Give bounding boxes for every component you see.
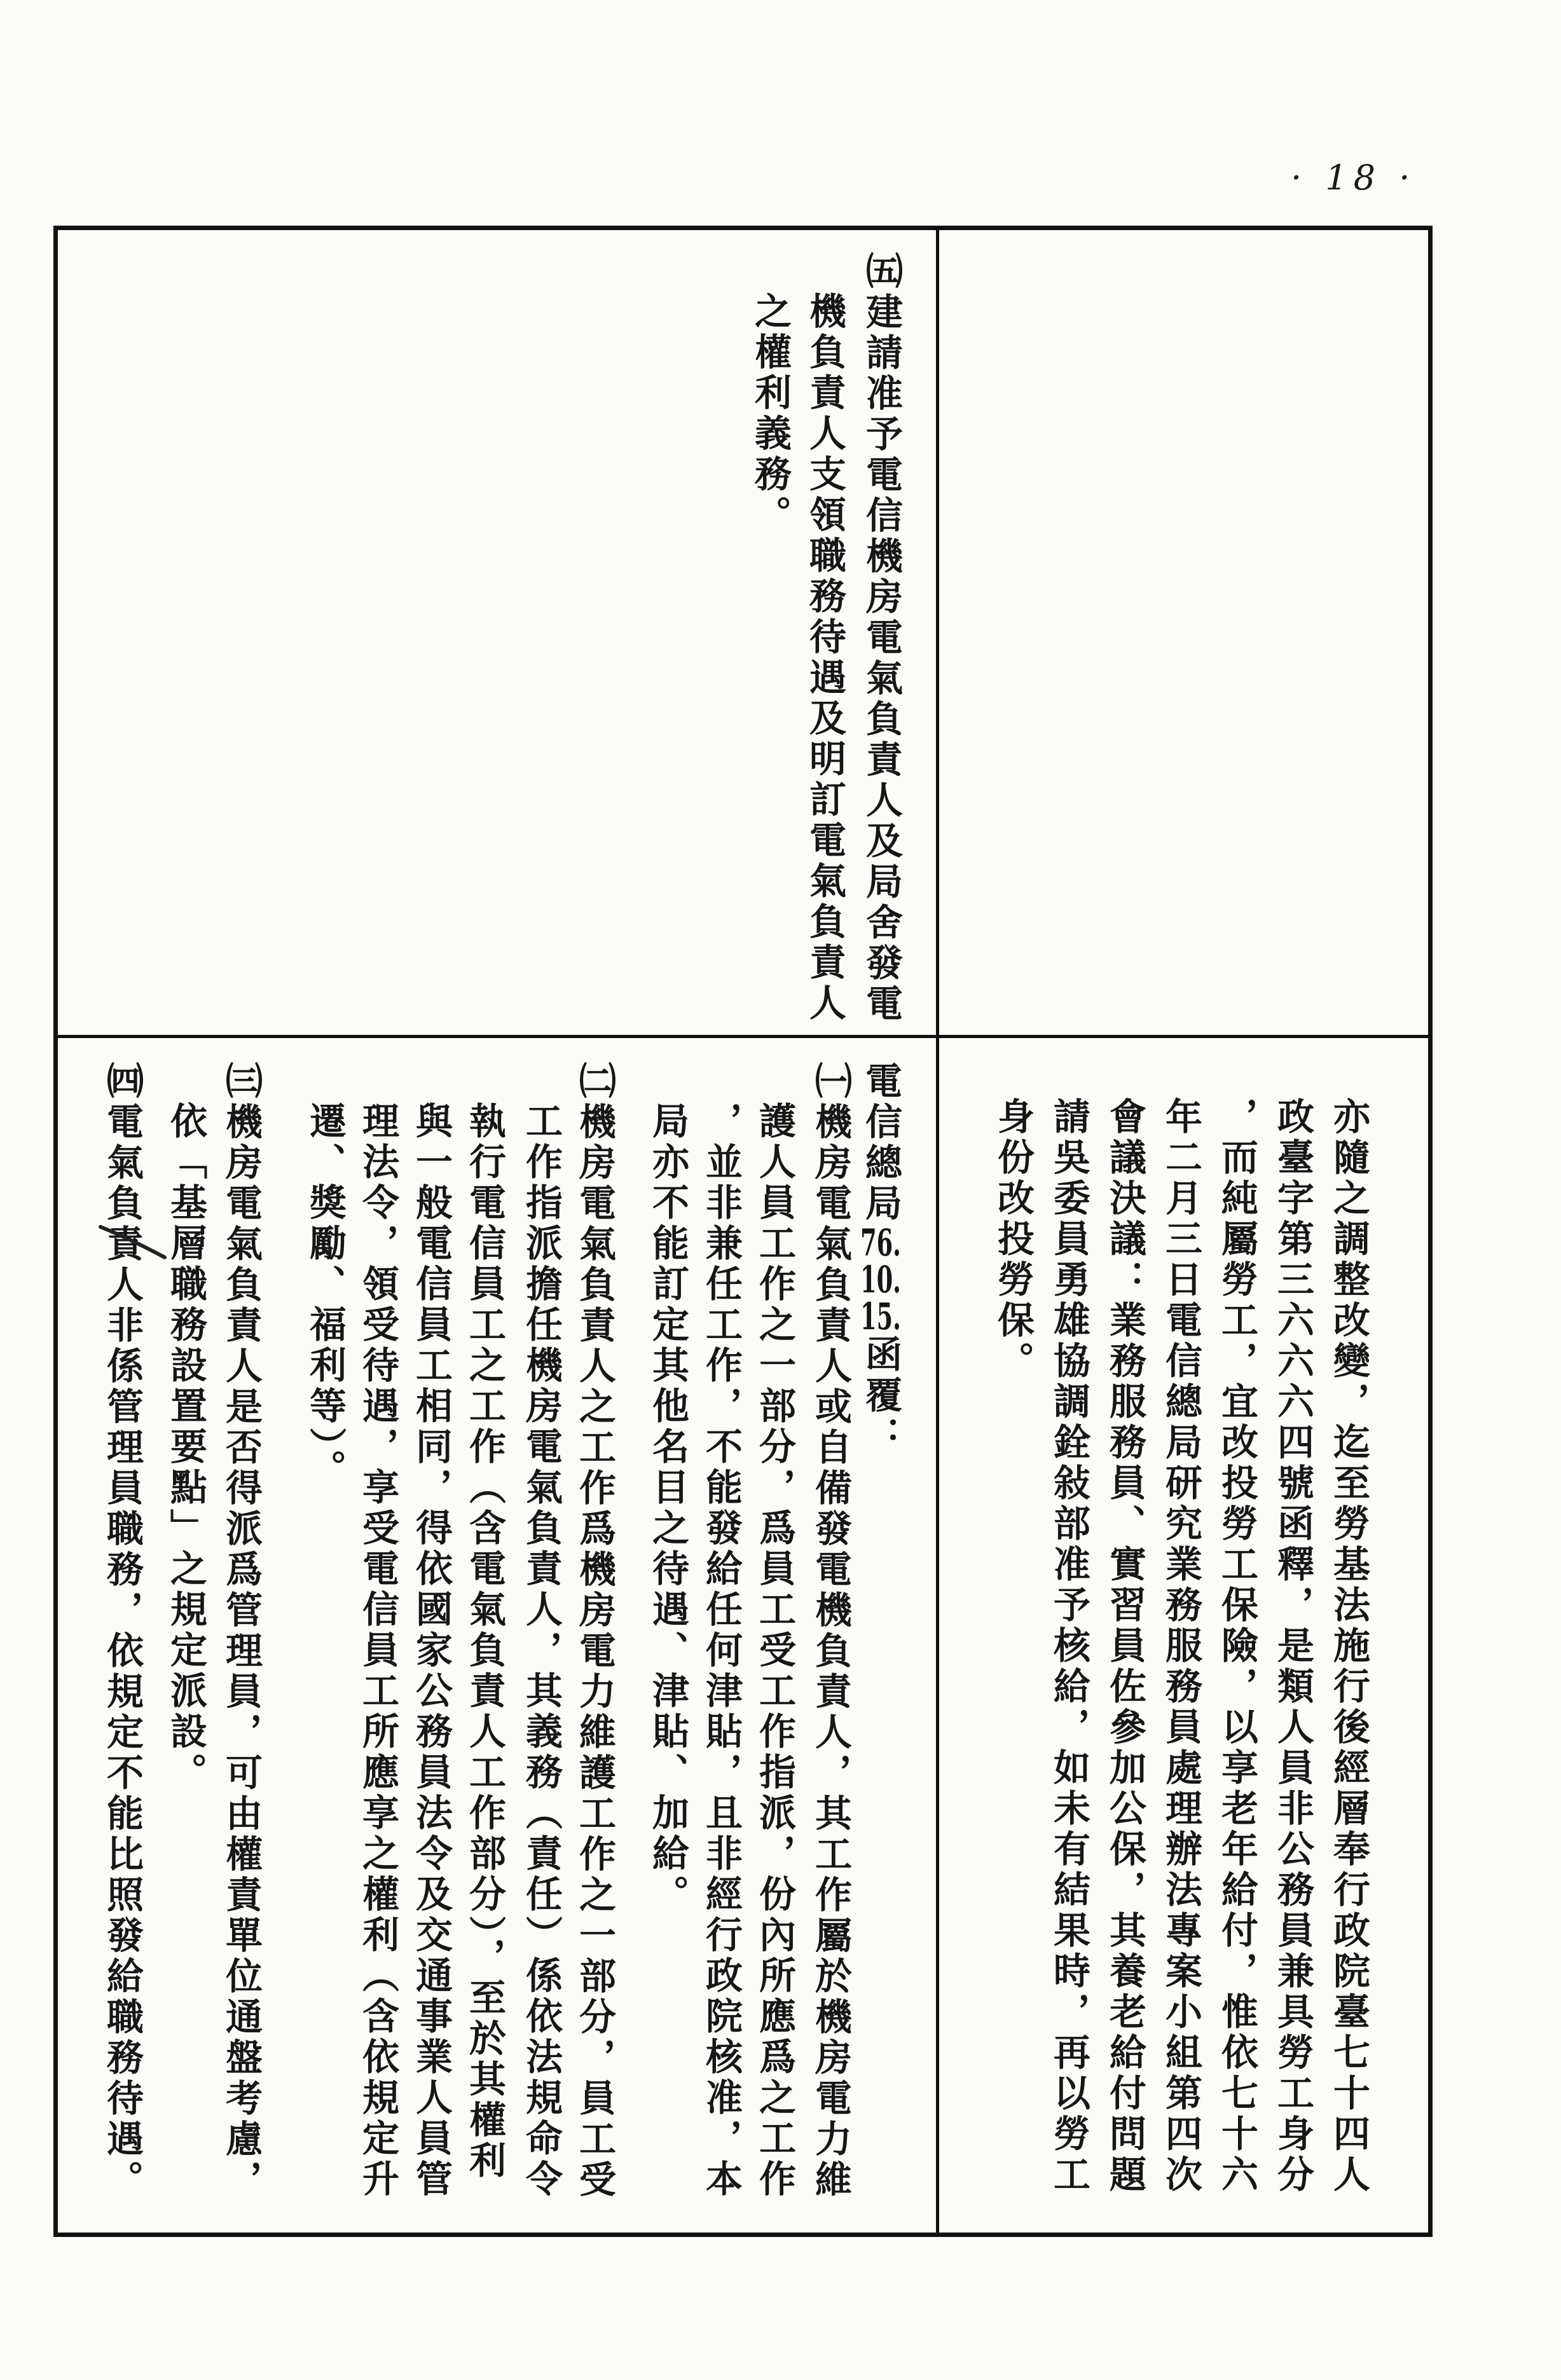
top-left-line-2: 機負責人支領職務待遇及明訂電氣負責人	[803, 292, 846, 1024]
page-number: · 18 ·	[1291, 158, 1417, 198]
item-3-line-2: 依「基層職務設置要點」之規定派設。	[164, 1102, 207, 1793]
top-left-line-1: ㈤建請准予電信機房電氣負責人及局舍發電	[860, 252, 903, 1025]
date-segment: 10.	[860, 1261, 901, 1298]
pen-mark	[95, 1217, 172, 1268]
item-2-line-6: 遷、獎勵、福利等）。	[303, 1102, 347, 1490]
item-2-line-4: 與一般電信員工相同，得依國家公務員法令及交通事業人員管	[409, 1102, 453, 2200]
item-1-line-3: ，並非兼任工作，不能發給任何津貼，且非經行政院核准，本	[699, 1102, 743, 2200]
reply-heading: 電信總局76.10.15.函覆：	[859, 1062, 902, 1457]
bottom-right-line-3: ，而純屬勞工，宜改投勞工保險，以享老年給付，惟依七十六	[1215, 1097, 1258, 2196]
top-left-line-3: 之權利義務。	[748, 292, 792, 536]
date-segment: 76.	[860, 1224, 901, 1261]
item-3-line-1: ㈢機房電氣負責人是否得派爲管理員，可由權責單位通盤考慮，	[219, 1062, 263, 2201]
item-1-line-1: ㈠機房電氣負責人或自備發電機負責人，其工作屬於機房電力維	[809, 1062, 852, 2201]
date-segment: 15.	[860, 1298, 901, 1335]
cell-top-right	[939, 230, 1428, 1035]
item-1-line-2: 護人員工作之一部分，爲員工受工作指派，份內所應爲之工作	[753, 1102, 796, 2200]
bottom-right-line-4: 年二月三日電信總局研究業務服務員處理辦法專案小組第四次	[1159, 1097, 1202, 2196]
item-4-line-1: ㈣電氣負責人非係管理員職務，依規定不能比照發給職務待遇。	[100, 1062, 144, 2201]
item-2-line-3: 執行電信員工之工作（含電氣負責人工作部分），至於其權利	[463, 1102, 506, 2182]
item-2-line-2: 工作指派擔任機房電氣負責人，其義務（責任）係依法規命令	[519, 1102, 563, 2200]
item-2-line-5: 理法令，領受待遇，享受電信員工所應享之權利（含依規定升	[356, 1102, 399, 2200]
item-2-line-1: ㈡機房電氣負責人之工作爲機房電力維護工作之一部分，員工受	[573, 1062, 616, 2201]
item-1-line-4: 局亦不能訂定其他名目之待遇、津貼、加給。	[646, 1102, 689, 1915]
bottom-right-line-2: 政臺字第三六六六四號函釋，是類人員非公務員兼具勞工身分	[1271, 1097, 1314, 2196]
bottom-right-line-6: 請吳委員勇雄協調銓敍部准予核給，如未有結果時，再以勞工	[1047, 1097, 1090, 2196]
bottom-right-line-1: 亦隨之調整改變，迄至勞基法施行後經層奉行政院臺七十四人	[1327, 1097, 1370, 2196]
horizontal-divider	[53, 1035, 1433, 1038]
bottom-right-line-7: 身份改投勞保。	[991, 1097, 1035, 1382]
bottom-right-line-5: 會議決議：業務服務員、實習員佐參加公保，其養老給付問題	[1103, 1097, 1146, 2196]
